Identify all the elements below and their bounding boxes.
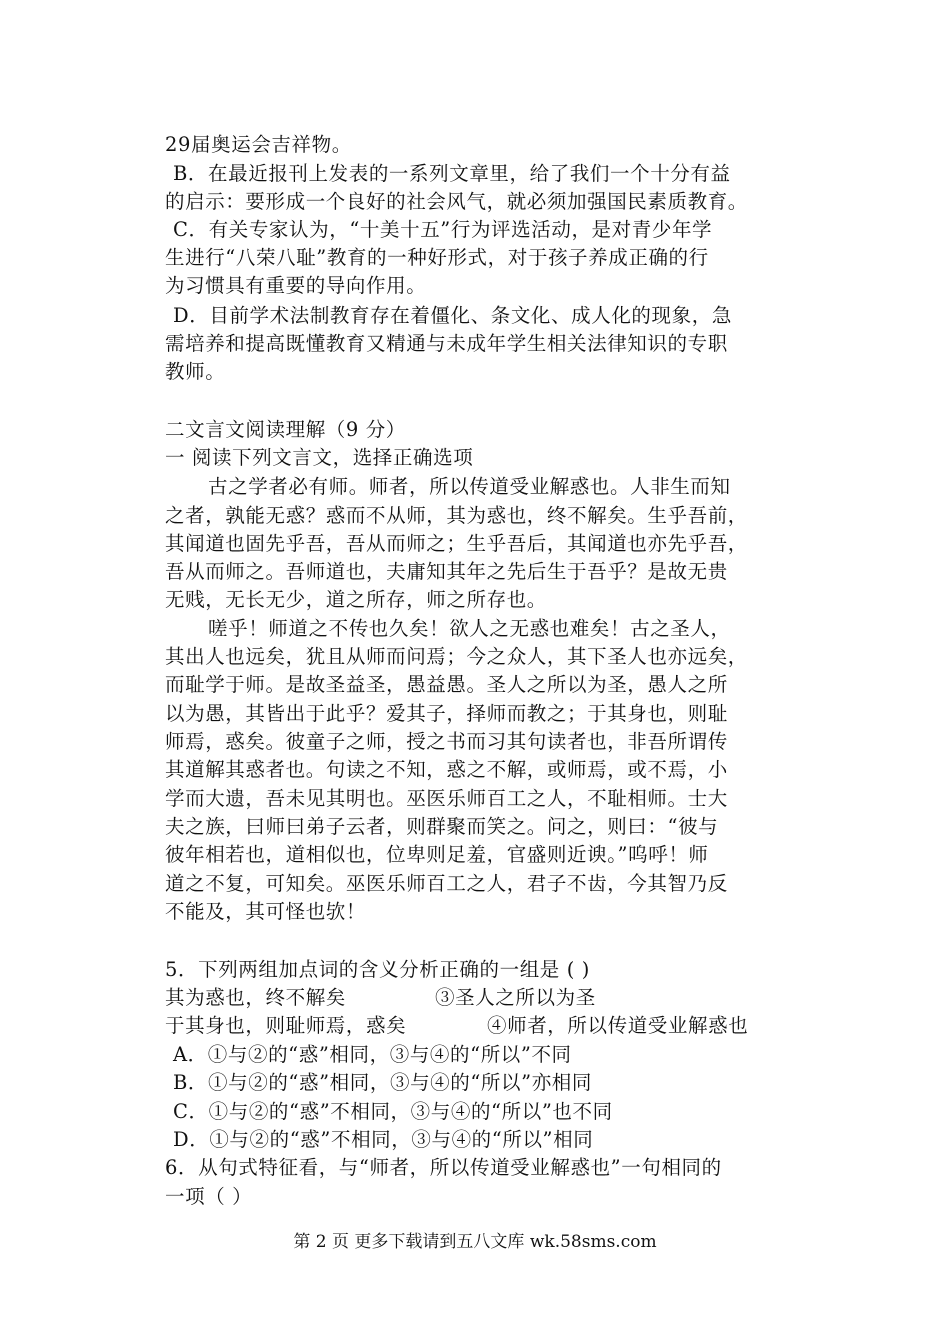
- passage-line: 夫之族，曰师曰弟子云者，则群聚而笑之。问之，则曰：“彼与: [165, 815, 719, 838]
- option-b-line: B．在最近报刊上发表的一系列文章里，给了我们一个十分有益: [173, 162, 731, 185]
- question-5-item-4: ④师者，所以传道受业解惑也: [487, 1014, 749, 1037]
- instruction-line: 一 阅读下列文言文，选择正确选项: [165, 446, 474, 469]
- question-6-cont: 一项（ ）: [165, 1185, 253, 1208]
- text-line: 需培养和提高既懂教育又精通与未成年学生相关法律知识的专职: [165, 332, 728, 355]
- passage-line: 道之不复，可知矣。巫医乐师百工之人，君子不齿，今其智乃反: [165, 872, 728, 895]
- question-5: 5．下列两组加点词的含义分析正确的一组是 ( ): [165, 958, 590, 981]
- question-6: 6．从句式特征看，与“师者，所以传道受业解惑也”一句相同的: [165, 1156, 722, 1179]
- option-c-line: C．有关专家认为，“十美十五”行为评选活动，是对青少年学: [173, 218, 713, 241]
- passage-line: 其出人也远矣，犹且从师而问焉；今之众人，其下圣人也亦远矣，: [165, 645, 748, 668]
- answer-option-d: D．①与②的“惑”不相同，③与④的“所以”相同: [173, 1128, 594, 1151]
- answer-option-b: B．①与②的“惑”相同，③与④的“所以”亦相同: [173, 1071, 593, 1094]
- passage-line: 之者，孰能无惑？惑而不从师，其为惑也，终不解矣。生乎吾前，: [165, 504, 748, 527]
- passage-line: 学而大遗，吾未见其明也。巫医乐师百工之人，不耻相师。士大: [165, 787, 728, 810]
- text-line: 教师。: [165, 360, 226, 383]
- passage-line: 师焉，惑矣。彼童子之师，授之书而习其句读者也，非吾所谓传: [165, 730, 728, 753]
- question-5-item-3: ③圣人之所以为圣: [435, 986, 596, 1009]
- option-d-line: D．目前学术法制教育存在着僵化、条文化、成人化的现象，急: [173, 304, 732, 327]
- passage-line: 古之学者必有师。师者，所以传道受业解惑也。人非生而知: [208, 475, 731, 498]
- page-footer: 第 2 页 更多下载请到五八文库 wk.58sms.com: [293, 1232, 657, 1252]
- passage-line: 而耻学于师。是故圣益圣，愚益愚。圣人之所以为圣，愚人之所: [165, 673, 728, 696]
- passage-line: 嗟乎！师道之不传也久矣！欲人之无惑也难矣！古之圣人，: [208, 617, 731, 640]
- passage-line: 其闻道也固先乎吾，吾从而师之；生乎吾后，其闻道也亦先乎吾，: [165, 532, 748, 555]
- answer-option-a: A．①与②的“惑”相同，③与④的“所以”不同: [173, 1043, 572, 1066]
- answer-option-c: C．①与②的“惑”不相同，③与④的“所以”也不同: [173, 1100, 613, 1123]
- passage-line: 吾从而师之。吾师道也，夫庸知其年之先后生于吾乎？是故无贵: [165, 560, 728, 583]
- passage-line: 不能及，其可怪也欤！: [165, 900, 367, 923]
- passage-line: 无贱，无长无少，道之所存，师之所存也。: [165, 588, 547, 611]
- passage-line: 其道解其惑者也。句读之不知，惑之不解，或师焉，或不焉，小: [165, 758, 728, 781]
- text-line: 29届奥运会吉祥物。: [165, 133, 352, 156]
- passage-line: 以为愚，其皆出于此乎？爱其子，择师而教之；于其身也，则耻: [165, 702, 728, 725]
- text-line: 生进行“八荣八耻”教育的一种好形式，对于孩子养成正确的行: [165, 246, 709, 269]
- text-line: 的启示：要形成一个良好的社会风气，就必须加强国民素质教育。: [165, 190, 748, 213]
- section-heading: 二文言文阅读理解（9 分）: [165, 418, 406, 441]
- question-5-item-1: 其为惑也，终不解矣: [165, 986, 346, 1009]
- passage-line: 彼年相若也，道相似也，位卑则足羞，官盛则近谀。”呜呼！师: [165, 843, 709, 866]
- question-5-item-2: 于其身也，则耻师焉，惑矣: [165, 1014, 407, 1037]
- text-line: 为习惯具有重要的导向作用。: [165, 274, 427, 297]
